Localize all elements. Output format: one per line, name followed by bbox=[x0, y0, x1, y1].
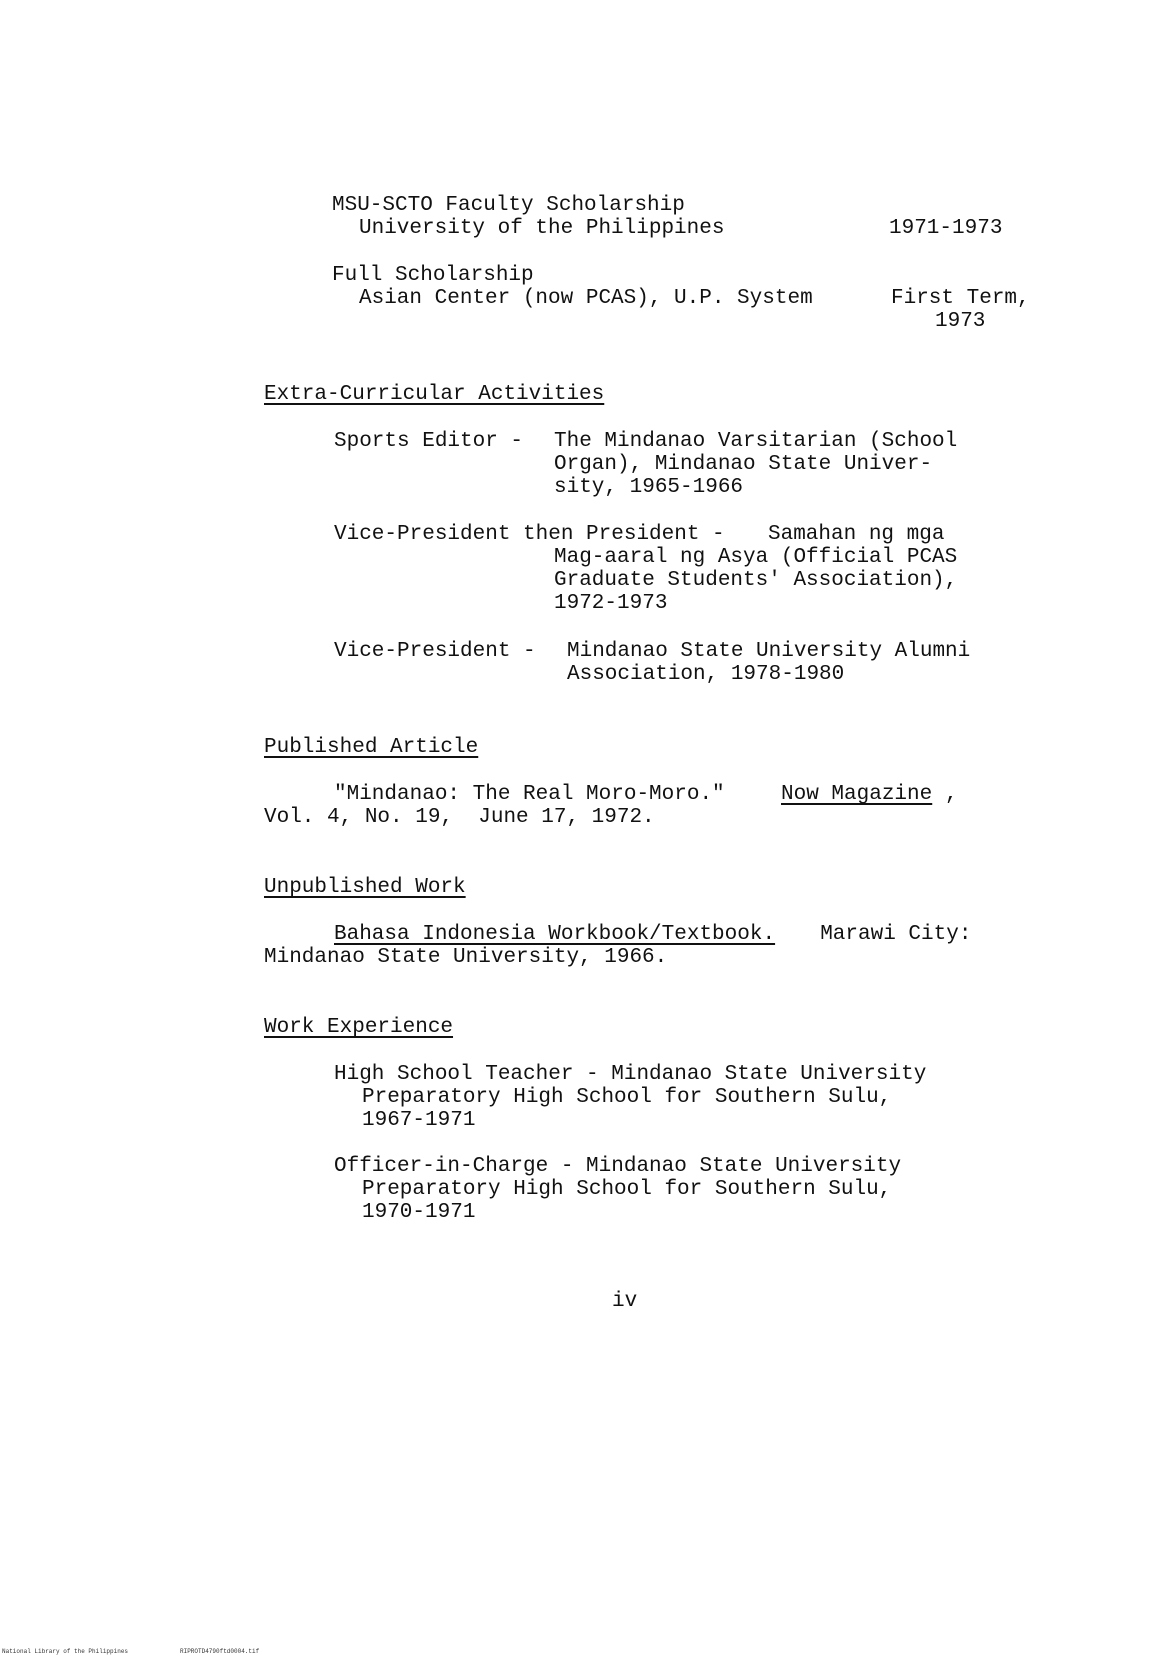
unpublished-work-heading: Unpublished Work bbox=[264, 876, 466, 899]
sports-editor-line-2: Organ), Mindanao State Univer- bbox=[554, 453, 933, 476]
magazine-comma: , bbox=[945, 783, 958, 806]
full-scholarship-title: Full Scholarship bbox=[332, 264, 534, 287]
page-number: iv bbox=[612, 1290, 638, 1313]
full-scholarship-term-year: 1973 bbox=[935, 310, 986, 333]
work-experience-heading: Work Experience bbox=[264, 1016, 454, 1039]
sports-editor-role: Sports Editor - bbox=[334, 430, 536, 453]
extra-curricular-heading: Extra-Curricular Activities bbox=[264, 383, 605, 406]
oic-line-1: Officer-in-Charge - Mindanao State University bbox=[334, 1155, 902, 1178]
oic-line-3: 1970-1971 bbox=[362, 1201, 476, 1224]
magazine-name: Now Magazine bbox=[781, 783, 933, 806]
article-details: Vol. 4, No. 19, June 17, 1972. bbox=[264, 806, 655, 829]
sports-editor-line-3: sity, 1965-1966 bbox=[554, 476, 744, 499]
sports-editor-line-1: The Mindanao Varsitarian (School bbox=[554, 430, 958, 453]
footer-library-label: National Library of the Philippines bbox=[2, 1648, 129, 1655]
samahan-line-1: Samahan ng mga bbox=[768, 523, 945, 546]
footer-file-label: RIPROTD4790ftd0004.tif bbox=[180, 1648, 260, 1655]
samahan-line-2: Mag-aaral ng Asya (Official PCAS bbox=[554, 546, 958, 569]
teacher-line-3: 1967-1971 bbox=[362, 1109, 476, 1132]
full-scholarship-institution: Asian Center (now PCAS), U.P. System bbox=[359, 287, 813, 310]
alumni-line-2: Association, 1978-1980 bbox=[567, 663, 845, 686]
oic-line-2: Preparatory High School for Southern Sulu, bbox=[362, 1178, 892, 1201]
full-scholarship-term: First Term, bbox=[891, 287, 1030, 310]
alumni-role: Vice-President - bbox=[334, 640, 549, 663]
samahan-role: Vice-President then President - bbox=[334, 523, 738, 546]
teacher-line-1: High School Teacher - Mindanao State University bbox=[334, 1063, 927, 1086]
article-title: "Mindanao: The Real Moro-Moro." bbox=[334, 783, 725, 806]
msu-scholarship-years: 1971-1973 bbox=[889, 217, 1003, 240]
samahan-line-3: Graduate Students' Association), bbox=[554, 569, 958, 592]
msu-scholarship-institution: University of the Philippines bbox=[359, 217, 725, 240]
unpublished-publisher: Mindanao State University, 1966. bbox=[264, 946, 668, 969]
published-article-heading: Published Article bbox=[264, 736, 479, 759]
unpublished-title: Bahasa Indonesia Workbook/Textbook. bbox=[334, 923, 776, 946]
samahan-line-4: 1972-1973 bbox=[554, 592, 668, 615]
msu-scholarship-title: MSU-SCTO Faculty Scholarship bbox=[332, 194, 685, 217]
alumni-line-1: Mindanao State University Alumni bbox=[567, 640, 971, 663]
teacher-line-2: Preparatory High School for Southern Sulu, bbox=[362, 1086, 892, 1109]
unpublished-place: Marawi City: bbox=[795, 923, 972, 946]
